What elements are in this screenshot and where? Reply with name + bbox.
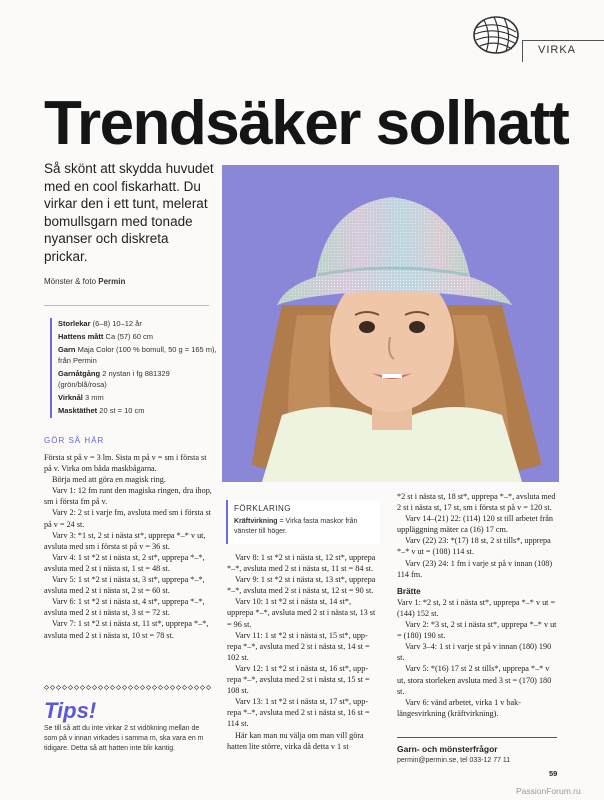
diamond-dot	[140, 685, 144, 689]
spec-value: 20 st = 10 cm	[99, 406, 145, 415]
diamond-dot	[56, 685, 60, 689]
diamond-dot	[176, 685, 180, 689]
spec-item	[58, 331, 218, 342]
instruction-paragraph: Varv 12: 1 st *2 st i nästa st, 16 st*, upprepa *–*, avsluta med 2 st i nästa st, 15 st = 108 st.	[227, 663, 370, 696]
explanation-text	[234, 517, 376, 537]
credit-name: Permin	[98, 277, 126, 286]
tips-text: Se till så att du inte virkar 2 st vidökning mellan de som på v innan virkades i samma m, ska vara en m tidigare. Detta så att hatten inte blir kantig.	[44, 725, 204, 752]
section-label: VIRKA	[538, 44, 577, 56]
instruction-paragraph: Varv 5: *(16) 17 st 2 st tills*, upprepa *–* v ut, stora storleken avsluta med 3 st = (170) 180 st.	[397, 664, 552, 696]
diamond-dot	[134, 685, 138, 689]
diamond-dot	[80, 685, 84, 689]
instructions-column-3	[397, 491, 557, 719]
instruction-paragraph: Varv 1: 12 fm runt den magiska ringen, dra ihop, sm i första fm på v.	[44, 486, 212, 507]
instruction-paragraph: Varv (23) 24: 1 fm i varje st på v innan (108) 114 fm.	[397, 558, 553, 579]
diamond-dot	[206, 685, 210, 689]
diamond-dot	[152, 685, 156, 689]
girl-hat-photo	[222, 165, 559, 482]
explanation-heading: FÖRKLARING	[234, 504, 292, 513]
diamond-dot	[92, 685, 96, 689]
contact-rule	[397, 737, 557, 738]
instruction-paragraph: Varv 11: 1 st *2 st i nästa st, 15 st*, upprepa *–*, avsluta med 2 st i nästa st, 14 st = 102 st.	[227, 630, 370, 662]
page-number: 59	[549, 769, 558, 778]
instruction-paragraph: Varv 3: *1 st, 2 st i nästa st*, upprepa *–* v ut, avsluta med sm i första st på v = 36 st.	[44, 530, 206, 551]
spec-item	[58, 405, 218, 416]
diamond-dot	[104, 685, 108, 689]
spec-label: Virknål	[58, 393, 83, 402]
section-tag	[472, 14, 604, 56]
yarn-ball-icon	[472, 14, 520, 56]
diamond-dot	[50, 685, 54, 689]
instruction-paragraph: Varv 6: 1 st *2 st i nästa st, 4 st*, upprepa *–*, avsluta med 2 st i nästa st, 3 st = 72 st.	[44, 597, 205, 618]
diamond-dot	[86, 685, 90, 689]
instructions-column-2	[227, 552, 379, 752]
intro-text: Så skönt att skydda huvudet med en cool fiskarhatt. Du virkar den i ett tunt, melerat bomullsgarn med tonade nyanser och diskreta prickar.	[44, 161, 214, 264]
diamond-dot	[200, 685, 204, 689]
spec-item	[58, 368, 218, 390]
credit-line	[44, 277, 125, 286]
page-title: Trendsäker solhatt	[44, 89, 569, 158]
spec-label: Garnåtgång	[58, 369, 101, 378]
spec-value: Maja Color (100 % bomull, 50 g = 165 m), från Permin	[58, 345, 217, 365]
instruction-paragraph: Börja med att göra en magisk ring.	[52, 475, 166, 485]
contact-text: permin@permin.se, tel 033-12 77 11	[397, 757, 511, 764]
spec-label: Masktäthet	[58, 406, 98, 415]
instructions-column-1	[44, 452, 216, 641]
explanation-definition: = Virka fasta maskor från vänster till höger.	[234, 518, 358, 535]
diamond-dot	[116, 685, 120, 689]
spec-value: 2 nystan i fg 881329 (grön/blå/rosa)	[58, 369, 170, 389]
section-rule	[522, 40, 604, 41]
spec-value: (6–8) 10–12 år	[92, 319, 142, 328]
instruction-paragraph: Varv 5: 1 st *2 st i nästa st, 3 st*, upprepa *–*, avsluta med 2 st i nästa st, 2 st = 60 st.	[44, 575, 205, 596]
section-divider	[522, 40, 523, 62]
watermark: PassionForum.ru	[516, 786, 581, 796]
diamond-dot	[62, 685, 66, 689]
instruction-paragraph: Varv 14–(21) 22: (114) 120 st till arbetet från uppläggning mäter ca (16) 17 cm.	[397, 514, 553, 535]
diamond-dot	[146, 685, 150, 689]
diamond-dot	[158, 685, 162, 689]
diamond-dot	[68, 685, 72, 689]
explanation-term: Kräftvirkning	[234, 518, 278, 525]
instruction-paragraph: Här kan man nu välja om man vill göra hatten lite större, virka då detta v 1 st	[227, 730, 364, 751]
spec-value: Ca (57) 60 cm	[105, 332, 154, 341]
instruction-paragraph: Första st på v = 3 lm. Sista m på v = sm i första st på v. Virka om båda maskbågarna.	[44, 453, 207, 474]
instruction-paragraph: Varv 2: 2 st i varje fm, avsluta med sm i första st på v = 24 st.	[44, 508, 211, 529]
instruction-paragraph: Varv 10: 1 st *2 st i nästa st, 14 st*, upprepa *–*, avsluta med 2 st i nästa st, 13 st = 96 st.	[227, 597, 376, 629]
dotted-rule	[44, 685, 212, 691]
brim-heading: Brätte	[397, 586, 421, 596]
explanation-box	[226, 500, 380, 544]
spec-label: Garn	[58, 345, 76, 354]
spec-item	[58, 344, 218, 366]
diamond-dot	[98, 685, 102, 689]
diamond-dot	[164, 685, 168, 689]
instructions-heading: GÖR SÅ HÄR	[44, 436, 105, 445]
instruction-paragraph: Varv 4: 1 st *2 st i nästa st, 2 st*, upprepa *–*, avsluta med 2 st i nästa st, 1 st = 48 st.	[44, 552, 205, 573]
spec-item	[58, 318, 218, 329]
diamond-dot	[194, 685, 198, 689]
instruction-paragraph: Varv 6: vänd arbetet, virka 1 v baklängesvirkning (kräftvirkning).	[397, 697, 521, 718]
diamond-dot	[74, 685, 78, 689]
credit-prefix: Mönster & foto	[44, 277, 97, 286]
spec-value: 3 mm	[84, 393, 104, 402]
instruction-paragraph: Varv 8: 1 st *2 st i nästa st, 12 st*, upprepa *–*, avsluta med 2 st i nästa st, 11 st = 84 st.	[227, 553, 376, 574]
instruction-paragraph: Varv 13: 1 st *2 st i nästa st, 17 st*, upprepa *–*, avsluta med 2 st i nästa st, 16 st = 114 st.	[227, 697, 370, 729]
diamond-dot	[110, 685, 114, 689]
instruction-paragraph: Varv 1: *2 st, 2 st i nästa st*, upprepa *–* v ut = (144) 152 st.	[397, 597, 556, 618]
contact-heading: Garn- och mönsterfrågor	[397, 744, 498, 754]
diamond-dot	[182, 685, 186, 689]
instruction-paragraph: Varv 7: 1 st *2 st i nästa st, 11 st*, upprepa *–*, avsluta med 2 st i nästa st, 10 st = 78 st.	[44, 619, 209, 640]
spec-label: Storlekar	[58, 319, 91, 328]
tips-heading: Tips!	[44, 698, 97, 723]
instruction-paragraph: *2 st i nästa st, 18 st*, upprepa *–*, avsluta med 2 st i nästa st, 17 st, sm i första st på v = 120 st.	[397, 492, 556, 513]
instruction-paragraph: Varv 3–4: 1 st i varje st på v innan (180) 190 st.	[397, 642, 552, 663]
diamond-dot	[44, 685, 48, 689]
diamond-dot	[122, 685, 126, 689]
instruction-paragraph: Varv 2: *3 st, 2 st i nästa st*, upprepa *–* v ut = (180) 190 st.	[397, 620, 557, 641]
diamond-dot	[170, 685, 174, 689]
diamond-dot	[188, 685, 192, 689]
spec-item	[58, 392, 218, 403]
instruction-paragraph: Varv 9: 1 st *2 st i nästa st, 13 st*, upprepa *–*, avsluta med 2 st i nästa st, 12 st = 90 st.	[227, 575, 376, 596]
spec-box	[50, 318, 218, 418]
divider	[44, 305, 209, 306]
spec-label: Hattens mått	[58, 332, 104, 341]
diamond-dot	[128, 685, 132, 689]
instruction-paragraph: Varv (22) 23: *(17) 18 st, 2 st tills*, upprepa *–* v ut = (108) 114 st.	[397, 536, 551, 557]
